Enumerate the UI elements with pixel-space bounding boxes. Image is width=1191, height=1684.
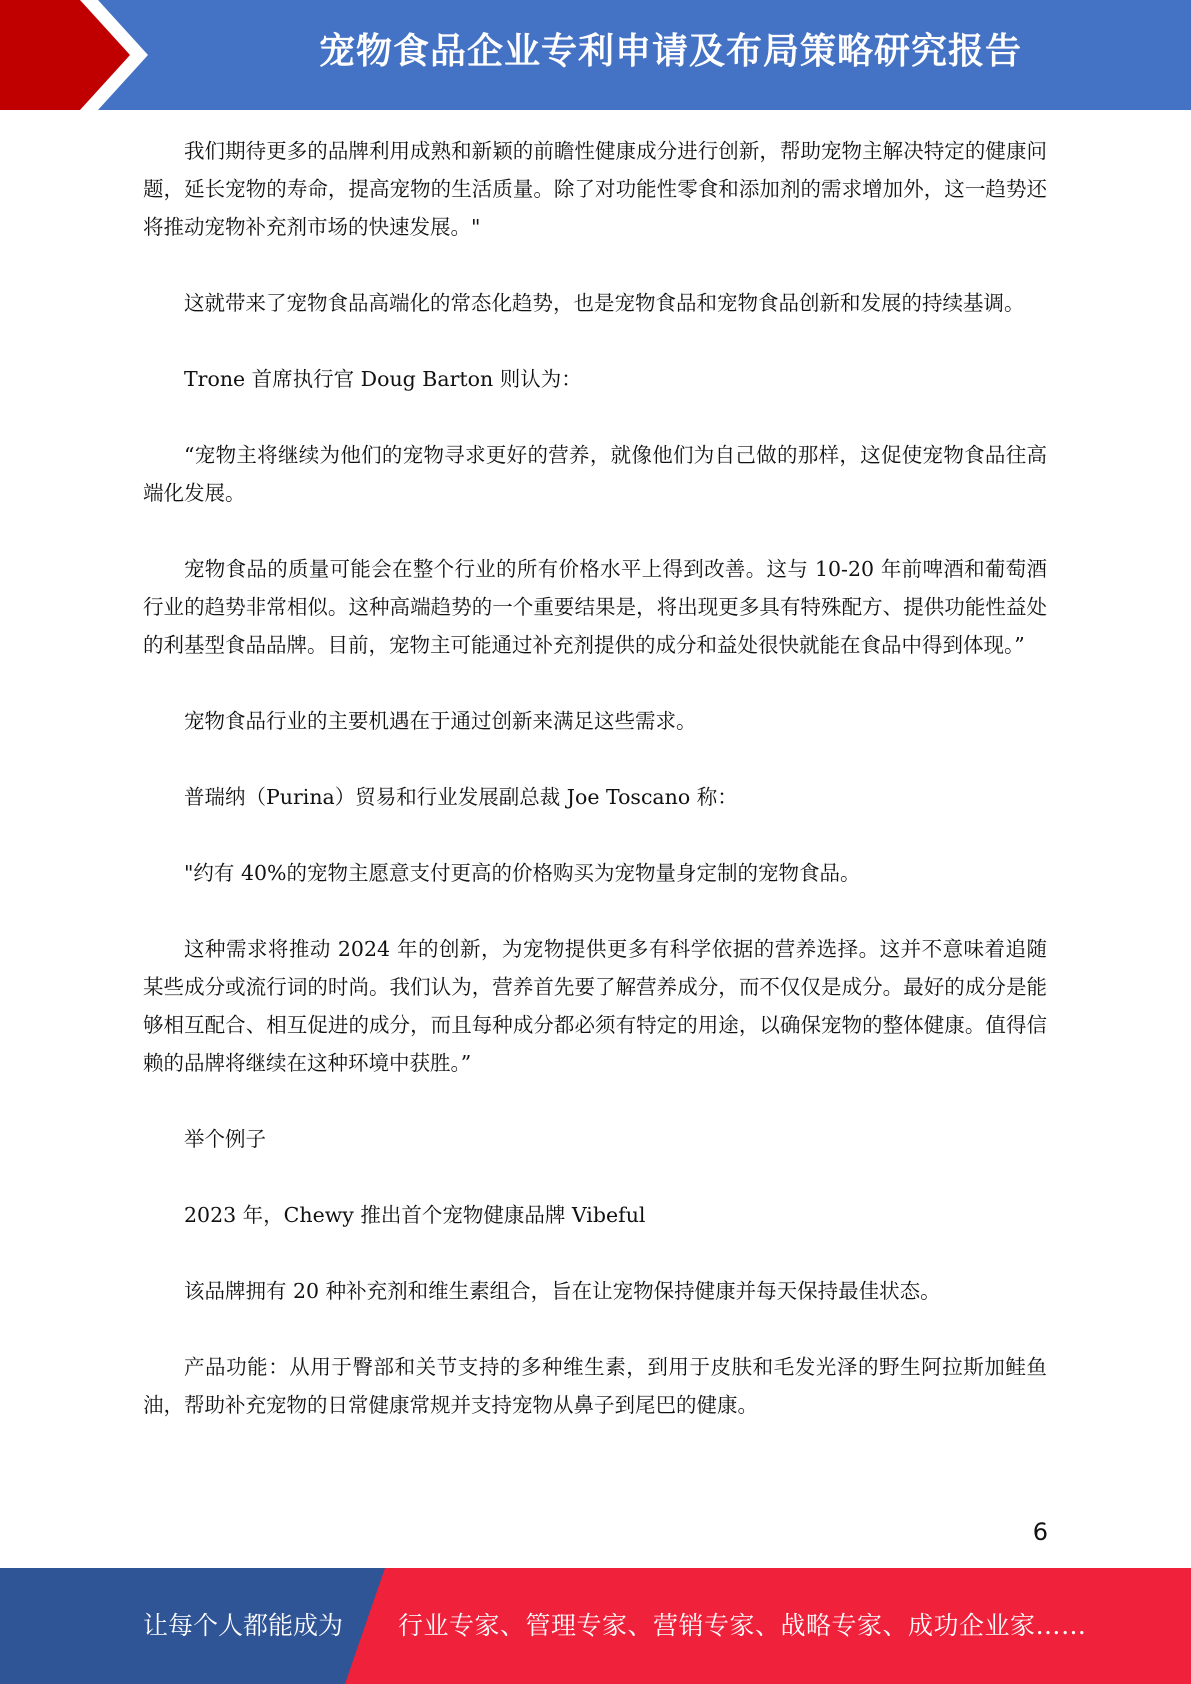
paragraph: 产品功能：从用于臀部和关节支持的多种维生素，到用于皮肤和毛发光泽的野生阿拉斯加鲑鱼油，帮助补充宠物的日常健康常规并支持宠物从鼻子到尾巴的健康。 [143, 1355, 1047, 1417]
footer-slogan-right: 行业专家、管理专家、营销专家、战略专家、成功企业家…… [398, 1611, 1087, 1640]
page-number: 6 [1032, 1518, 1048, 1546]
paragraph: 宠物食品行业的主要机遇在于通过创新来满足这些需求。 [184, 709, 697, 733]
paragraph: 2023 年，Chewy 推出首个宠物健康品牌 Vibeful [184, 1203, 646, 1227]
paragraph: 这种需求将推动 2024 年的创新，为宠物提供更多有科学依据的营养选择。这并不意味着追随某些成分或流行词的时尚。我们认为，营养首先要了解营养成分，而不仅仅是成分。最好的成分是能够相互配合、相互促进的成分，而且每种成分都必须有特定的用途，以确保宠物的整体健康。值得信赖的品牌将继续在这种环境中获胜。” [143, 937, 1047, 1075]
paragraph: 普瑞纳（Purina）贸易和行业发展副总裁 Joe Toscano 称： [184, 785, 738, 809]
paragraph: 我们期待更多的品牌利用成熟和新颖的前瞻性健康成分进行创新，帮助宠物主解决特定的健康问题，延长宠物的寿命，提高宠物的生活质量。除了对功能性零食和添加剂的需求增加外，这一趋势还将推动宠物补充剂市场的快速发展。" [143, 139, 1047, 239]
footer-slogan-left: 让每个人都能成为 [143, 1611, 344, 1640]
document-body [143, 132, 1047, 1462]
paragraph: 这就带来了宠物食品高端化的常态化趋势，也是宠物食品和宠物食品创新和发展的持续基调。 [184, 291, 1025, 315]
paragraph: 该品牌拥有 20 种补充剂和维生素组合，旨在让宠物保持健康并每天保持最佳状态。 [184, 1279, 941, 1303]
paragraph: "约有 40%的宠物主愿意支付更高的价格购买为宠物量身定制的宠物食品。 [184, 861, 861, 885]
paragraph: 举个例子 [184, 1127, 266, 1151]
paragraph: Trone 首席执行官 Doug Barton 则认为： [184, 367, 582, 391]
document-title: 宠物食品企业专利申请及布局策略研究报告 [318, 31, 1022, 72]
header-banner [0, 0, 1191, 110]
paragraph: “宠物主将继续为他们的宠物寻求更好的营养，就像他们为自己做的那样，这促使宠物食品往高端化发展。 [143, 443, 1047, 505]
paragraph: 宠物食品的质量可能会在整个行业的所有价格水平上得到改善。这与 10-20 年前啤酒和葡萄酒行业的趋势非常相似。这种高端趋势的一个重要结果是，将出现更多具有特殊配方、提供功能性益处的利基型食品品牌。目前，宠物主可能通过补充剂提供的成分和益处很快就能在食品中得到体现。” [143, 557, 1047, 657]
footer-banner [0, 1568, 1191, 1684]
